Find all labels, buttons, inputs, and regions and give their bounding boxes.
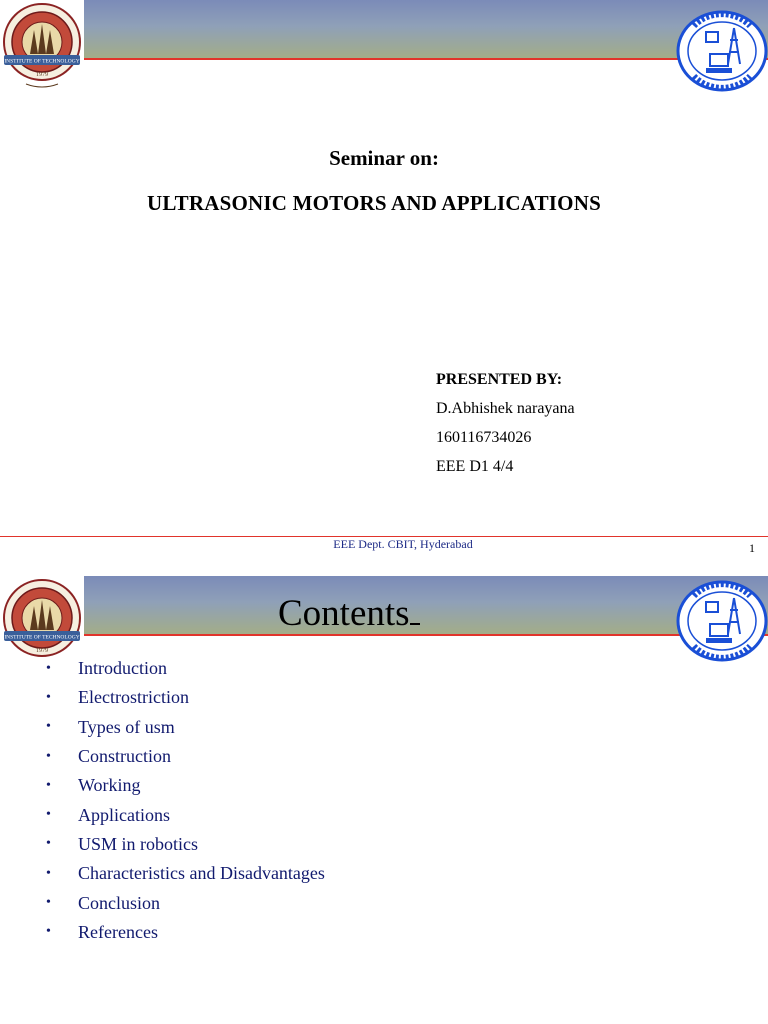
list-item: • Types of usm	[46, 716, 175, 737]
footer-department: EEE Dept. CBIT, Hyderabad	[333, 537, 473, 551]
presenter-name: D.Abhishek narayana	[436, 400, 575, 417]
department-logo	[676, 580, 768, 662]
svg-text:1979: 1979	[36, 72, 48, 78]
list-item: • Construction	[46, 746, 171, 767]
list-item: • References	[46, 921, 158, 942]
contents-title-text: Contents	[278, 593, 410, 634]
contents-list	[46, 654, 325, 947]
seminar-title: ULTRASONIC MOTORS AND APPLICATIONS	[147, 191, 601, 215]
bullet-icon: •	[46, 777, 51, 793]
list-item: • USM in robotics	[46, 833, 199, 854]
department-logo	[676, 10, 768, 92]
bullet-icon: •	[46, 748, 51, 764]
text-cursor	[410, 595, 420, 625]
list-item: • Applications	[46, 804, 170, 825]
page-number: 1	[749, 541, 755, 555]
presented-by-label: PRESENTED BY:	[436, 371, 563, 388]
header-band	[84, 576, 768, 634]
svg-text:INSTITUTE OF TECHNOLOGY: INSTITUTE OF TECHNOLOGY	[4, 634, 80, 641]
bullet-icon: •	[46, 895, 51, 911]
bullet-icon: •	[46, 660, 51, 676]
slide-contents	[0, 576, 768, 1024]
list-item: • Introduction	[46, 658, 167, 679]
svg-text:1979: 1979	[36, 648, 48, 654]
list-item: • Electrostriction	[46, 687, 189, 708]
svg-text:INSTITUTE OF TECHNOLOGY: INSTITUTE OF TECHNOLOGY	[4, 58, 80, 65]
bullet-icon: •	[46, 689, 51, 705]
bullet-icon: •	[46, 836, 51, 852]
list-item: • Working	[46, 775, 141, 796]
institute-seal-logo	[0, 0, 84, 88]
bullet-icon: •	[46, 865, 51, 881]
roll-number: 160116734026	[436, 429, 532, 446]
contents-title	[278, 592, 420, 635]
header-divider	[84, 58, 768, 60]
bullet-icon: •	[46, 807, 51, 823]
list-item: • Characteristics and Disadvantages	[46, 863, 325, 884]
list-item: • Conclusion	[46, 892, 161, 913]
presenter-block	[436, 365, 575, 481]
class-section: EEE D1 4/4	[436, 458, 514, 475]
bullet-icon: •	[46, 924, 51, 940]
header-band	[84, 0, 768, 58]
bullet-icon: •	[46, 719, 51, 735]
seminar-label: Seminar on:	[329, 146, 439, 170]
institute-seal-logo	[0, 576, 84, 664]
slide-separator	[0, 568, 768, 576]
header-divider	[84, 634, 768, 636]
